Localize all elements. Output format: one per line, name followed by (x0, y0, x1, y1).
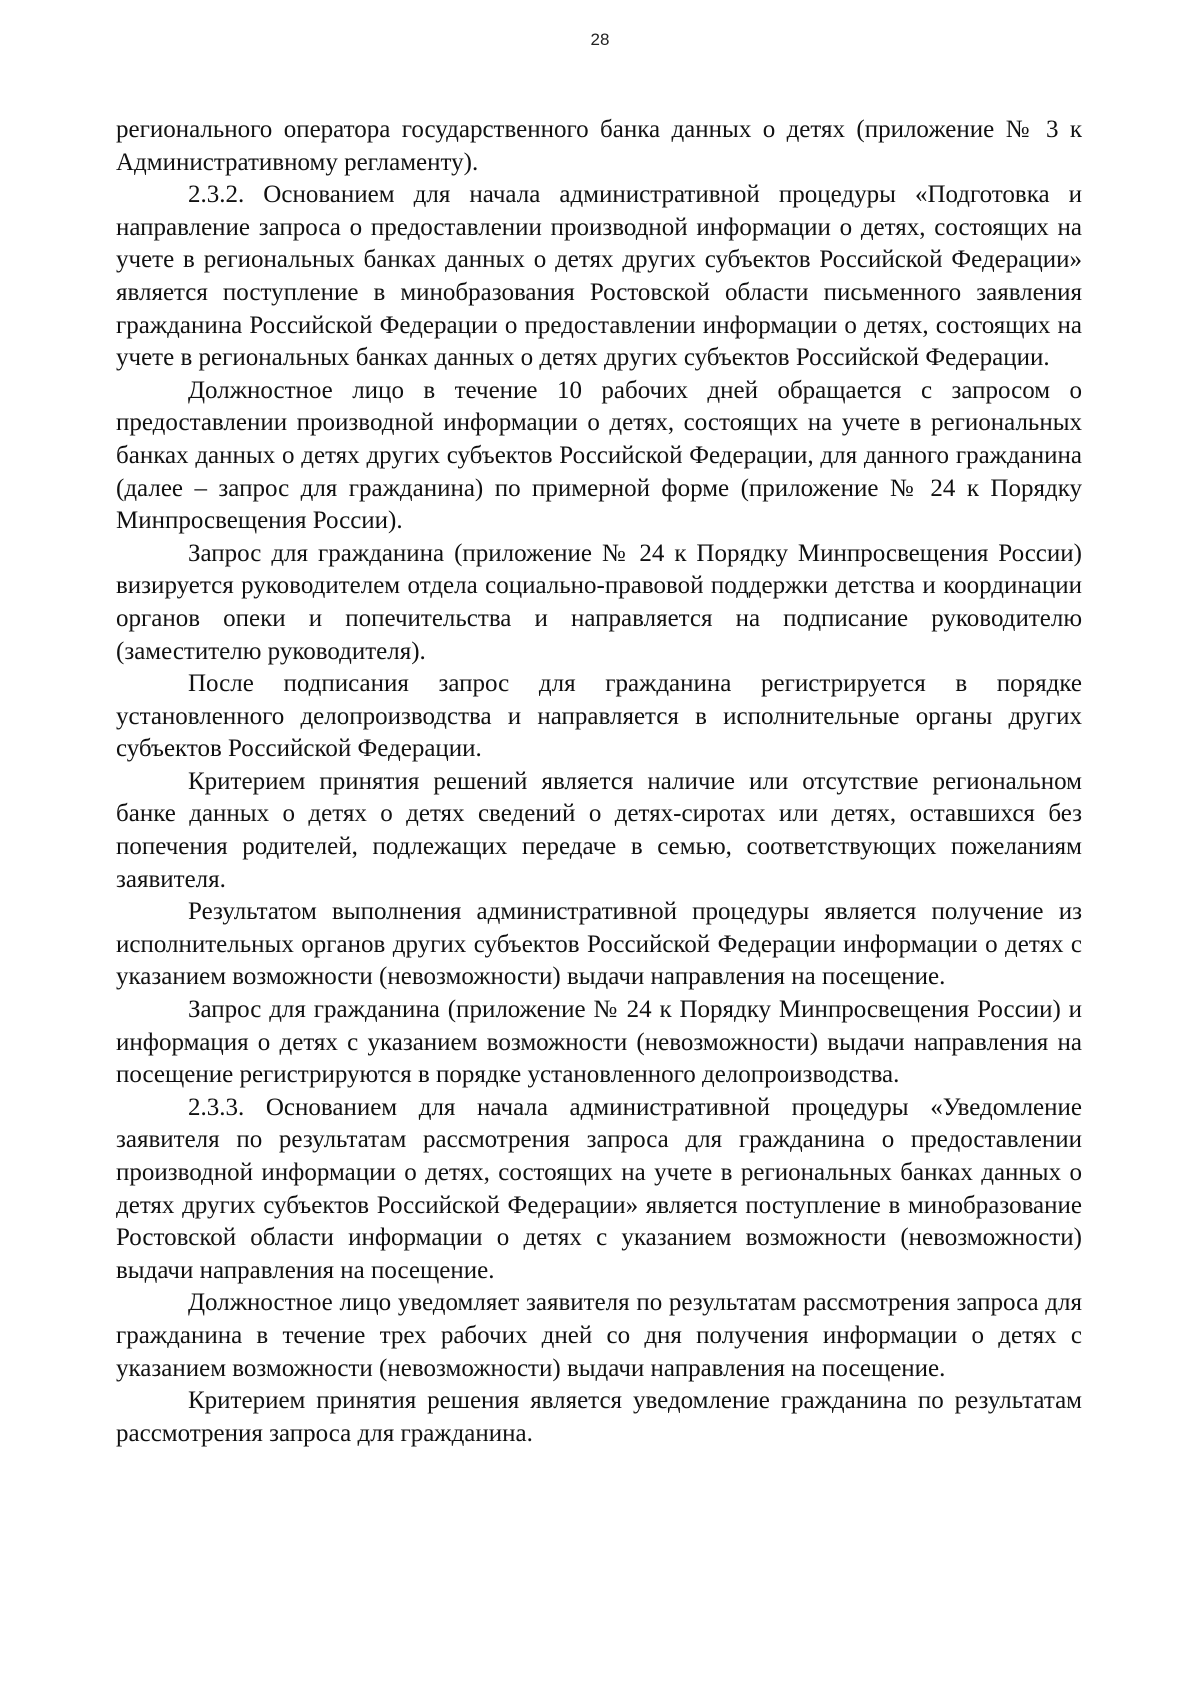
page-number: 28 (590, 30, 610, 49)
paragraph-continuation: регионального оператора государственного банка данных о детях (приложение № 3 к Административному регламенту). (116, 116, 1082, 176)
paragraph-registration-of-information: Запрос для гражданина (приложение № 24 к Порядку Минпросвещения России) и информация о детях с указанием возможности (невозможности) выдачи направления на посещение регистрируются в порядке установленного делопроизводства. (116, 996, 1082, 1089)
paragraph-2-3-2: 2.3.2. Основанием для начала административной процедуры «Подготовка и направление запроса о предоставлении производной информации о детях, состоящих на учете в региональных банках данных о детях других субъектов Российской Федерации» является поступление в минобразования Ростовской области письменного заявления гражданина Российской Федерации о предоставлении информации о детях, состоящих на учете в региональных банках данных о детях других субъектов Российской Федерации. (116, 181, 1082, 372)
paragraph-procedure-result: Результатом выполнения административной процедуры является получение из исполнительных органов других субъектов Российской Федерации информации о детях с указанием возможности (невозможности) выдачи направления на посещение. (116, 898, 1082, 991)
paragraph-request-registration: После подписания запрос для гражданина регистрируется в порядке установленного делопроизводства и направляется в исполнительные органы других субъектов Российской Федерации. (116, 670, 1082, 763)
paragraph-official-request: Должностное лицо в течение 10 рабочих дней обращается с запросом о предоставлении производной информации о детях, состоящих на учете в региональных банках данных о детях других субъектов Российской Федерации, для данного гражданина (далее – запрос для гражданина) по примерной форме (приложение № 24 к Порядку Минпросвещения России). (116, 376, 1082, 535)
paragraph-request-approval: Запрос для гражданина (приложение № 24 к Порядку Минпросвещения России) визируется руководителем отдела социально-правовой поддержки детства и координации органов опеки и попечительства и направляется на подписание руководителю (заместителю руководителя). (116, 539, 1082, 665)
paragraph-2-3-3: 2.3.3. Основанием для начала административной процедуры «Уведомление заявителя по результатам рассмотрения запроса для гражданина о предоставлении производной информации о детях, состоящих на учете в региональных банках данных о детях других субъектов Российской Федерации» является поступление в минобразование Ростовской области информации о детях с указанием возможности (невозможности) выдачи направления на посещение. (116, 1093, 1082, 1284)
paragraph-decision-criterion: Критерием принятия решений является наличие или отсутствие региональном банке данных о детях о детях сведений о детях-сиротах или детях, оставшихся без попечения родителей, подлежащих передаче в семью, соответствующих пожеланиям заявителя. (116, 767, 1082, 893)
paragraph-applicant-notification: Должностное лицо уведомляет заявителя по результатам рассмотрения запроса для гражданина в течение трех рабочих дней со дня получения информации о детях с указанием возможности (невозможности) выдачи направления на посещение. (116, 1289, 1082, 1382)
document-body (116, 114, 1082, 1450)
paragraph-final-criterion: Критерием принятия решения является уведомление гражданина по результатам рассмотрения запроса для гражданина. (116, 1387, 1082, 1447)
